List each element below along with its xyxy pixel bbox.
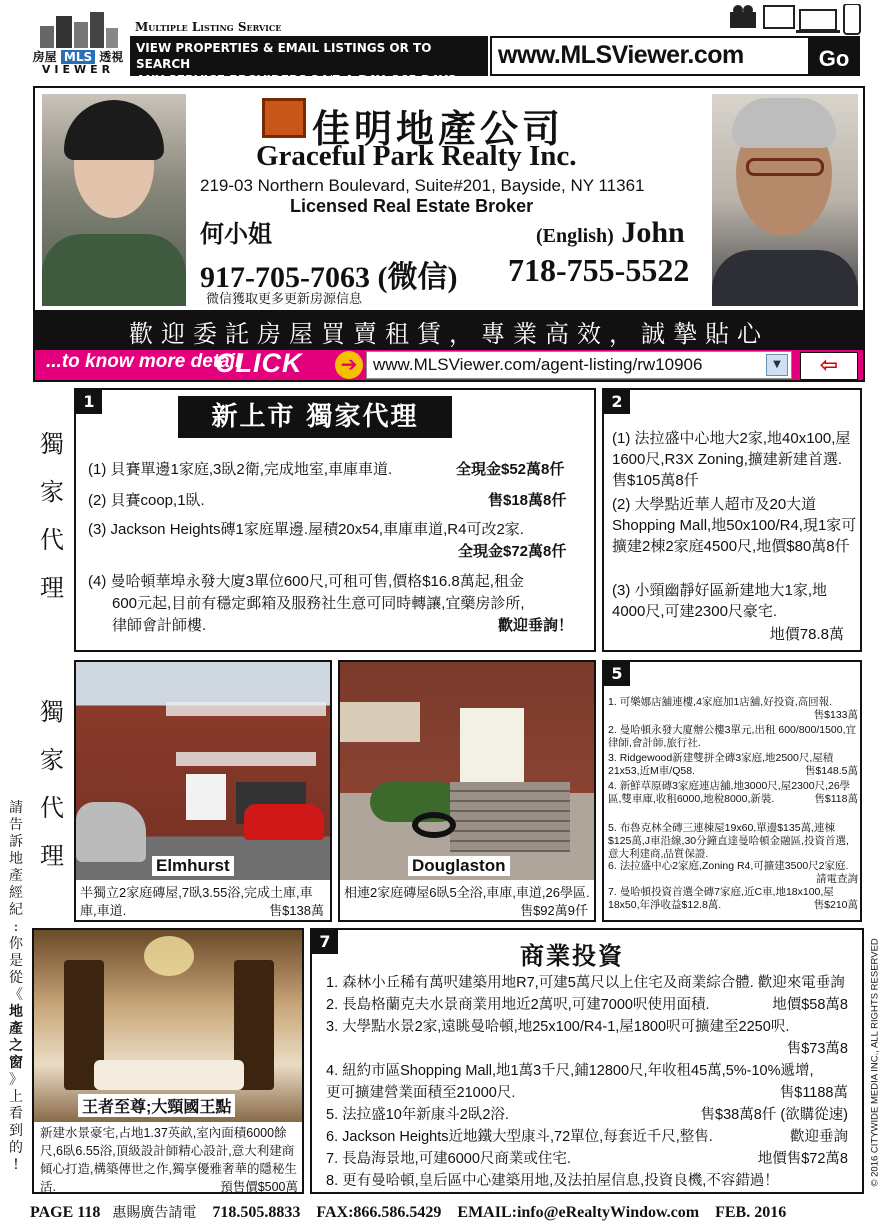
agent-listing-url[interactable]: www.MLSViewer.com/agent-listing/rw10906 xyxy=(366,351,792,379)
item-num: 6. xyxy=(326,1129,339,1145)
box4-price: 售$92萬9仟 xyxy=(520,903,588,918)
item-text: 法拉盛10年新康斗2臥2浴. xyxy=(342,1107,509,1123)
company-name-cn: 佳明地產公司 xyxy=(312,106,565,151)
box4-caption: Douglaston xyxy=(408,856,510,876)
box1-title: 新上市 獨家代理 xyxy=(178,396,452,438)
side-text-exclusive-1 xyxy=(34,420,70,612)
footer-email[interactable]: EMAIL:info@eRealtyWindow.com xyxy=(457,1204,700,1221)
agent2-photo xyxy=(712,94,858,306)
agent2-prefix: (English) xyxy=(536,225,614,247)
item-num: 4. xyxy=(326,1063,339,1079)
side-char: 獨 xyxy=(40,698,64,726)
item-text: 大學點水景2家,遠眺曼哈頓,地25x100/R4-1,屋1800呎可擴建至2250呎. xyxy=(342,1019,790,1035)
box7-item-3-price: 售$73萬8 xyxy=(786,1041,848,1057)
box1-item-3-price: 全現金$72萬8仟 xyxy=(458,543,567,560)
back-arrow-icon[interactable]: ⇦ xyxy=(800,352,858,380)
copyright-text: © 2016 CITYWIDE MEDIA INC., ALL RIGHTS RESERVED xyxy=(869,938,881,1187)
site-url[interactable]: www.MLSViewer.com xyxy=(490,36,808,76)
box5-item-4 xyxy=(608,780,858,806)
item-num: 3. xyxy=(326,1019,339,1035)
side-char: 家 xyxy=(40,478,64,506)
item-price: 售$148.5萬 xyxy=(804,765,858,777)
logo-text-right: 透視 xyxy=(99,50,124,64)
note-char: ! xyxy=(13,1157,19,1173)
item-text: Ridgewood新建雙拼全磚3家庭,地2500尺,屋積21x53,近M車/Q58. xyxy=(608,752,834,777)
devices-icon xyxy=(728,4,868,36)
footer-page: PAGE 118 xyxy=(30,1204,101,1221)
item-text: 新鮮草原磚3家庭連店舖,地3000尺,屋2300尺,26學區,雙車庫,收租6000,地稅8000,新裝. xyxy=(608,780,851,805)
box7-title: 商業投資 xyxy=(520,942,624,970)
welcome-banner: 歡迎委託房屋買賣租賃，專業高效，誠摯貼心 xyxy=(33,312,865,348)
note-char: 產 xyxy=(9,1021,23,1037)
dropdown-arrow-icon[interactable]: ▼ xyxy=(766,354,788,376)
note-char: 你 xyxy=(9,936,23,952)
left-margin-note xyxy=(4,800,28,1174)
note-char: 產 xyxy=(9,868,23,884)
agent2-name xyxy=(536,216,685,250)
side-char: 理 xyxy=(40,574,64,602)
item-num: 1. xyxy=(608,696,617,708)
box3-desc-text: 半獨立2家庭磚屋,7臥3.55浴,完成土庫,車庫,車道. xyxy=(80,885,313,918)
logo-mls: MLS xyxy=(61,50,95,64)
item-num: 3. xyxy=(608,752,617,764)
side-char: 家 xyxy=(40,746,64,774)
logo-text-left: 房屋 xyxy=(32,50,57,64)
note-char: 告 xyxy=(9,817,23,833)
item-num: 4. xyxy=(608,780,617,792)
item-text: (2) 貝賽coop,1臥. xyxy=(88,492,205,509)
item-price: 售$133萬 xyxy=(813,709,858,721)
item-num: 2. xyxy=(608,724,617,736)
note-char: 地 xyxy=(9,851,23,867)
box6-desc xyxy=(40,1124,298,1196)
mls-viewer-logo[interactable] xyxy=(28,8,128,78)
company-name-en: Graceful Park Realty Inc. xyxy=(256,140,577,172)
box2-item-1: (1) 法拉盛中心地大2家,地40x100,屋1600尺,R3X Zoning,擴建新建首選. 售$105萬8仟 xyxy=(612,430,858,489)
box5-item-1 xyxy=(608,696,858,722)
note-char: 《 xyxy=(9,987,23,1003)
side-char: 理 xyxy=(40,842,64,870)
page-footer xyxy=(30,1202,860,1222)
note-char: 之 xyxy=(9,1038,23,1054)
box1-item-3: (3) Jackson Heights磚1家庭單邊.屋積20x54,車庫車道,R4可改2家. xyxy=(88,521,524,538)
box1-item-2 xyxy=(88,489,567,510)
item-text: 曼哈頓永發大廈辦公樓3單元,出租 600/800/1500,宜律師,會計師,旅行社. xyxy=(608,724,857,749)
item-text: 法拉盛中心2家庭,Zoning R4,可擴建3500尺2家庭. xyxy=(619,860,849,872)
box7-item-7 xyxy=(326,1148,856,1170)
box-number: 5 xyxy=(604,662,630,686)
item-price: 售$38萬8仟 (欲購從速) xyxy=(700,1107,848,1123)
note-char: 訴 xyxy=(9,834,23,850)
item-text: 曼哈頓投資首選全磚7家庭,近C車,地18x100,屋18x50,年淨收益$12.8萬. xyxy=(608,886,834,911)
item-price: 全現金$52萬8仟 xyxy=(456,461,565,478)
box1-item-4-line1: (4) 曼哈頓華埠永發大廈3單位600尺,可租可售,價格$16.8萬起,租金 xyxy=(88,573,524,590)
box7-item-8 xyxy=(326,1170,856,1192)
box1-item-4-line3: 律師會計師樓. xyxy=(112,617,207,634)
service-line-1: VIEW PROPERTIES & EMAIL LISTINGS OR TO SEARCH xyxy=(136,41,432,71)
box2-item-2: (2) 大學點近華人超市及20大道Shopping Mall,地50x100/R4,現1家可擴建2棟2家庭4500尺,地價$80萬8仟 xyxy=(612,496,857,555)
box6-price: 預售價$500萬 xyxy=(220,1180,298,1194)
item-price: 地價$58萬8 xyxy=(772,997,848,1013)
box7-item-3 xyxy=(326,1016,856,1038)
note-char: 看 xyxy=(9,1106,23,1122)
box4-desc xyxy=(344,884,592,920)
item-price: 地價售$72萬8 xyxy=(757,1151,848,1167)
side-char: 獨 xyxy=(40,430,64,458)
note-char: 》 xyxy=(9,1072,23,1088)
click-bar-click[interactable]: CLICK xyxy=(215,348,303,378)
item-num: 5. xyxy=(608,822,617,834)
note-char: 窗 xyxy=(9,1055,23,1071)
box2-item-3-price: 地價78.8萬 xyxy=(769,626,844,643)
box5-item-6 xyxy=(608,860,858,886)
box7-item-1 xyxy=(326,972,856,994)
logo-viewer: VIEWER xyxy=(41,63,115,76)
agent1-name: 何小姐 xyxy=(200,219,272,248)
box4-desc-text: 相連2家庭磚屋6臥5全浴,車庫,車道,26學區. xyxy=(344,885,590,900)
item-num: 1. xyxy=(326,975,339,991)
agent1-phone[interactable]: 917-705-7063 (微信) xyxy=(200,261,458,294)
box1-item-1 xyxy=(88,458,565,479)
item-price: 售$118萬 xyxy=(814,793,858,805)
footer-fax: FAX:866.586.5429 xyxy=(316,1204,442,1221)
item-text: 紐約市區Shopping Mall,地1萬3千尺,鋪12800尺,年收租45萬,5%-10%遞增,更可擴建營業面積至21000尺. xyxy=(326,1063,814,1101)
item-text: (1) 貝賽單邊1家庭,3臥2衛,完成地室,車庫車道. xyxy=(88,461,393,478)
item-text: 更有曼哈頓,皇后區中心建築用地,及法拍屋信息,投資良機,不容錯過！ xyxy=(342,1173,779,1189)
company-logo-icon xyxy=(262,98,306,138)
note-char: 從 xyxy=(9,970,23,986)
item-price: 歡迎垂詢 xyxy=(790,1129,848,1145)
note-char: 經 xyxy=(9,885,23,901)
item-num: 8. xyxy=(326,1173,339,1189)
box-number: 2 xyxy=(604,390,630,414)
item-num: 2. xyxy=(326,997,339,1013)
box3-price: 售$138萬 xyxy=(269,903,324,918)
box5-item-7 xyxy=(608,886,858,912)
note-char: 地 xyxy=(9,1004,23,1020)
box5-item-5 xyxy=(608,822,858,861)
footer-date: FEB. 2016 xyxy=(715,1204,787,1221)
item-text: 森林小丘稀有萬呎建築用地R7,可建5萬尺以上住宅及商業綜合體. 歡迎來電垂詢 xyxy=(342,975,845,991)
footer-ad: 惠賜廣告請電 xyxy=(112,1205,197,1221)
box1-item-4-price: 歡迎垂詢！ xyxy=(498,617,574,634)
box7-item-2 xyxy=(326,994,856,1016)
box-number: 1 xyxy=(76,390,102,414)
note-char: 是 xyxy=(9,953,23,969)
license-text: Licensed Real Estate Broker xyxy=(290,196,534,216)
box7-item-6 xyxy=(326,1126,856,1148)
item-price: 售$18萬8仟 xyxy=(488,492,567,509)
item-num: 7. xyxy=(326,1151,339,1167)
box7-item-5 xyxy=(326,1104,856,1126)
box7-item-4-price: 售$1188萬 xyxy=(779,1085,848,1101)
company-address: 219-03 Northern Boulevard, Suite#201, Bayside, NY 11361 xyxy=(200,176,645,195)
box2-item-3: (3) 小頸幽靜好區新建地大1家,地4000尺,可建2300尺豪宅. xyxy=(612,582,828,620)
elmhurst-house-photo xyxy=(76,662,330,880)
item-text: 布魯克林全磚三連棟屋19x60,單邊$135萬,連棟$125萬,J車沿線,30分鐘直達曼哈頓金融區,投資首選,意大利建商,品質保證. xyxy=(608,822,849,860)
box5-item-3 xyxy=(608,752,858,778)
note-char: 請 xyxy=(9,800,23,816)
copyright-notice xyxy=(866,930,884,1196)
side-char: 代 xyxy=(40,794,64,822)
item-num: 5. xyxy=(326,1107,339,1123)
agent2-name-text: John xyxy=(621,216,685,249)
side-char: 代 xyxy=(40,526,64,554)
item-price: 請電查詢 xyxy=(816,873,858,885)
note-char: : xyxy=(13,919,19,935)
service-line-2: ANY SERVICE PROVIDERS 24/7 A DAY, 365 DAYS xyxy=(136,73,457,87)
note-char: 的 xyxy=(9,1140,23,1156)
box3-desc xyxy=(80,884,328,920)
agent1-note: 微信獲取更多更新房源信息 xyxy=(206,292,363,307)
click-bar-label: ...to know more detail xyxy=(46,351,241,372)
buildings-icon xyxy=(36,12,120,48)
box-number: 7 xyxy=(312,930,338,954)
note-char: 紀 xyxy=(9,902,23,918)
item-num: 6. xyxy=(608,860,617,872)
box6-desc-text: 新建水景豪宅,占地1.37英畝,室內面積6000餘尺,6臥6.55浴,頂級設計師精心設計,意大利建商傾心打造,構築傳世之作,獨享優雅奢華的隱秘生活. xyxy=(40,1126,297,1194)
box1-item-4-line2: 600元起,目前有穩定郵箱及服務社生意可同時轉讓,宜藥房診所, xyxy=(112,595,525,612)
go-button[interactable]: Go xyxy=(808,36,860,76)
box3-caption: Elmhurst xyxy=(152,856,234,876)
box6-caption: 王者至尊;大頸國王點 xyxy=(78,1094,235,1117)
agent2-phone[interactable]: 718-755-5522 xyxy=(508,252,690,288)
item-price: 售$210萬 xyxy=(813,899,858,911)
footer-phone[interactable]: 718.505.8833 xyxy=(212,1204,301,1221)
side-text-exclusive-2 xyxy=(34,688,70,880)
item-text: 可樂娜店舖連樓,4家庭加1店舖,好投資,高回報. xyxy=(619,696,833,708)
arrow-right-icon[interactable]: ➔ xyxy=(335,351,363,379)
service-banner xyxy=(130,36,488,87)
agent1-photo xyxy=(42,94,186,306)
item-num: 7. xyxy=(608,886,617,898)
item-text: Jackson Heights近地鐵大型康斗,72單位,每套近千尺,整售. xyxy=(342,1129,713,1145)
service-title: Multiple Listing Service xyxy=(135,20,282,34)
item-text: 長島海景地,可建6000尺商業或住宅. xyxy=(342,1151,571,1167)
item-text: 長島格蘭克夫水景商業用地近2萬呎,可建7000呎使用面積. xyxy=(342,997,710,1013)
douglaston-house-photo xyxy=(340,662,594,880)
note-char: 到 xyxy=(9,1123,23,1139)
note-char: 上 xyxy=(9,1089,23,1105)
box5-item-2 xyxy=(608,724,858,750)
